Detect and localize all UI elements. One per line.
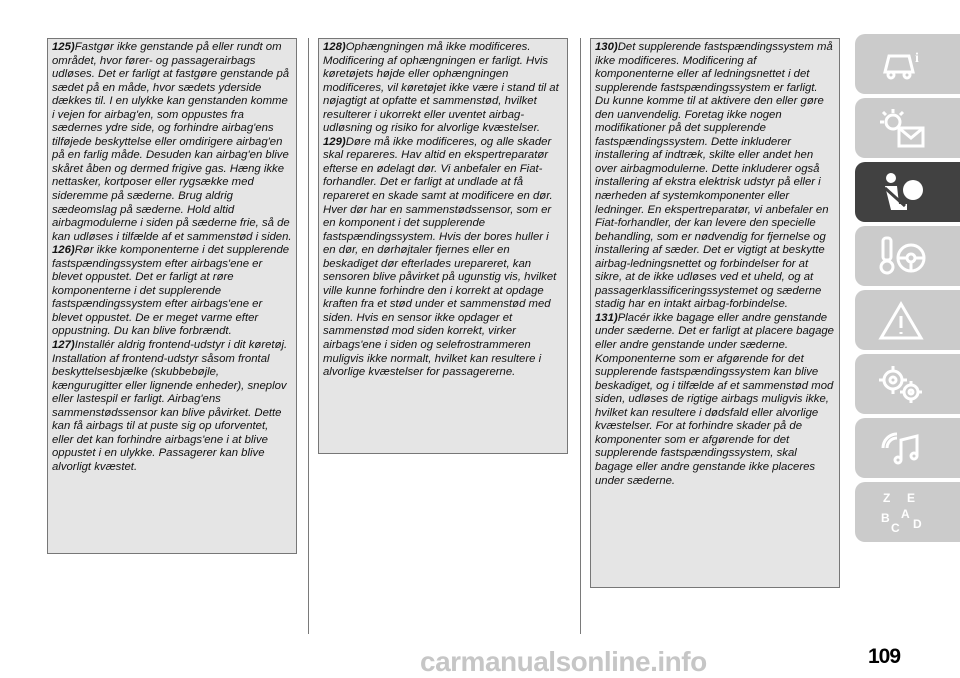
svg-text:D: D [913, 517, 922, 531]
warning-131: 131)Placér ikke bagage eller andre genstande under sæderne. Det er farligt at placere bagage eller andre genstande under sæderne. Komponenterne som er afgørende for det supplerende fastspændingssystem kan blive beskadiget, og i tilfælde af et sammenstød mod siden, udløses de rigtige airbags muligvis ikke, hvilket kan resultere i dødsfald eller alvorlige kvæstelser. For at forhindre skader på de komponenter som er afgørende for det supplerende fastspændingssystem, skal bagage eller andre genstande ikke placeres under sæderne. [595, 311, 834, 487]
tab-index[interactable] [855, 482, 960, 542]
warning-125: 125)Fastgør ikke genstande på eller rundt om området, hvor fører- og passagerairbags udløses. Det er farligt at fastgøre genstande på sædet på en måde, hvor sædets yderside dækkes til. I en ulykke kan genstanden komme i vejen for airbag'en, som oppustes fra sædernes ydre side, og forhindre airbag'ens tilføjede beskyttelse eller omdirigere airbag'en på en farlig måde. Desuden kan airbag'en blive skåret åben og dermed frigive gas. Hæng ikke nettasker, kortposer eller rygsække med sideremme på sæderne. Brug aldrig sædeomslag på sæderne. Hold altid airbagmodulerne i siden på sæderne frie, så de kan udløses i tilfælde af et sammenstød i siden. [52, 41, 292, 243]
warning-127: 127)Installér aldrig frontend-udstyr i dit køretøj. Installation af frontend-udstyr såsom frontal beskyttelsesbjælke (skubbebøjle, kængurugitter eller lignende enheder), sneplov eller lastespil er farligt. Airbag'ens sammenstødssensor kan blive påvirket. Dette kan få airbags til at puste sig op uforventet, eller det kan forhindre airbags'ene i at blive oppustet i en ulykke. Passagerer kan blive alvorligt kvæstet. [52, 339, 288, 473]
warning-column-3 [590, 38, 840, 588]
warning-column-2 [318, 38, 568, 454]
svg-text:i: i [915, 51, 919, 66]
svg-text:E: E [907, 491, 916, 505]
tab-maintenance[interactable] [855, 354, 960, 414]
warning-column-1 [47, 38, 297, 554]
page-number: 109 [868, 645, 901, 668]
tab-car-info[interactable] [855, 34, 960, 94]
svg-text:C: C [891, 521, 900, 534]
column-divider [580, 38, 581, 634]
svg-text:A: A [901, 507, 910, 521]
svg-text:B: B [881, 511, 890, 525]
warning-128: 128)Ophængningen må ikke modificeres. Modificering af ophængningen er farligt. Hvis køretøjets højde eller ophængningen modificeres, vil køretøjet ikke være i stand til at nøjagtigt at opfatte et sammenstød, hvilket resulterer i ukorrekt eller uventet airbag-udløsning og risiko for alvorlige kvæstelser. [323, 41, 559, 135]
column-divider [308, 38, 309, 634]
warning-126: 126)Rør ikke komponenterne i det supplerende fastspændingssystem efter airbags'ene er blevet oppustet. Det er farligt at røre komponenterne i det supplerende fastspændingssystem efter airbags'ene er blevet oppustet. De er meget varme efter oppustning. Du kan blive forbrændt. [52, 244, 290, 338]
warning-129: 129)Døre må ikke modificeres, og alle skader skal repareres. Hav altid en ekspertreparatør efterse en ødelagt dør. Vi anbefaler en Fiat-forhandler. Det er farligt at undlade at få repareret en skade samt at modificere en dør. Hver dør har en sammenstødssensor, som er en komponent i det supplerende fastspændingssystem. Hvis der bores huller i en dør, en dørhøjtaler fjernes eller en beskadiget dør efterlades urepareret, kan sensoren blive påvirket på ugunstig vis, hvilket ville kunne forhindre den i korrekt at opdage kraften fra et stød under et sammenstød med siden. Hvis en sensor ikke opdager et sammenstød mod siden korrekt, virker airbags'ene i siden og selefrostrammeren muligvis ikke normalt, hvilket kan resultere i alvorlige kvæstelser for passagererne. [323, 135, 557, 379]
tab-multimedia[interactable] [855, 418, 960, 478]
seat-airbag-icon [877, 170, 927, 214]
warning-lights-icon [877, 106, 927, 150]
maintenance-gears-icon [877, 362, 927, 406]
tab-road-hazard[interactable] [855, 290, 960, 350]
road-hazard-icon [877, 298, 927, 342]
watermark: carmanualsonline.info [420, 646, 707, 677]
multimedia-icon [877, 426, 927, 470]
svg-text:Z: Z [883, 491, 891, 505]
index-letters-icon [877, 490, 927, 534]
tab-warning-lights[interactable] [855, 98, 960, 158]
car-info-icon [877, 42, 927, 86]
key-steering-icon [877, 234, 927, 278]
warning-130: 130)Det supplerende fastspændingssystem må ikke modificeres. Modificering af komponenterne eller af ledningsnettet i det supplerende fastspændingssystem er farligt. Du kunne komme til at aktivere den eller gøre den uanvendelig. Foretag ikke nogen modifikationer på det supplerende fastspændingssystem. Dette inkluderer installering af indtræk, skilte eller andet hen over airbagmodulerne. Dette inkluderer også installering af ekstra elektrisk udstyr på eller i nærheden af systemkomponenter eller ledninger. En ekspertreparatør, vi anbefaler en Fiat-forhandler, der kan levere den specielle behandling, som er nødvendig for fjernelse og installering af sæder. Det er vigtigt at beskytte airbag-ledningsnettet og forbindelser for at sikre, at de ikke udløses ved et uheld, og at passagerklassificeringssystemet og sæderne stadig har en intakt airbag-forbindelse. [595, 41, 833, 311]
tab-key-steering[interactable] [855, 226, 960, 286]
tab-seat-airbag[interactable] [855, 162, 960, 222]
